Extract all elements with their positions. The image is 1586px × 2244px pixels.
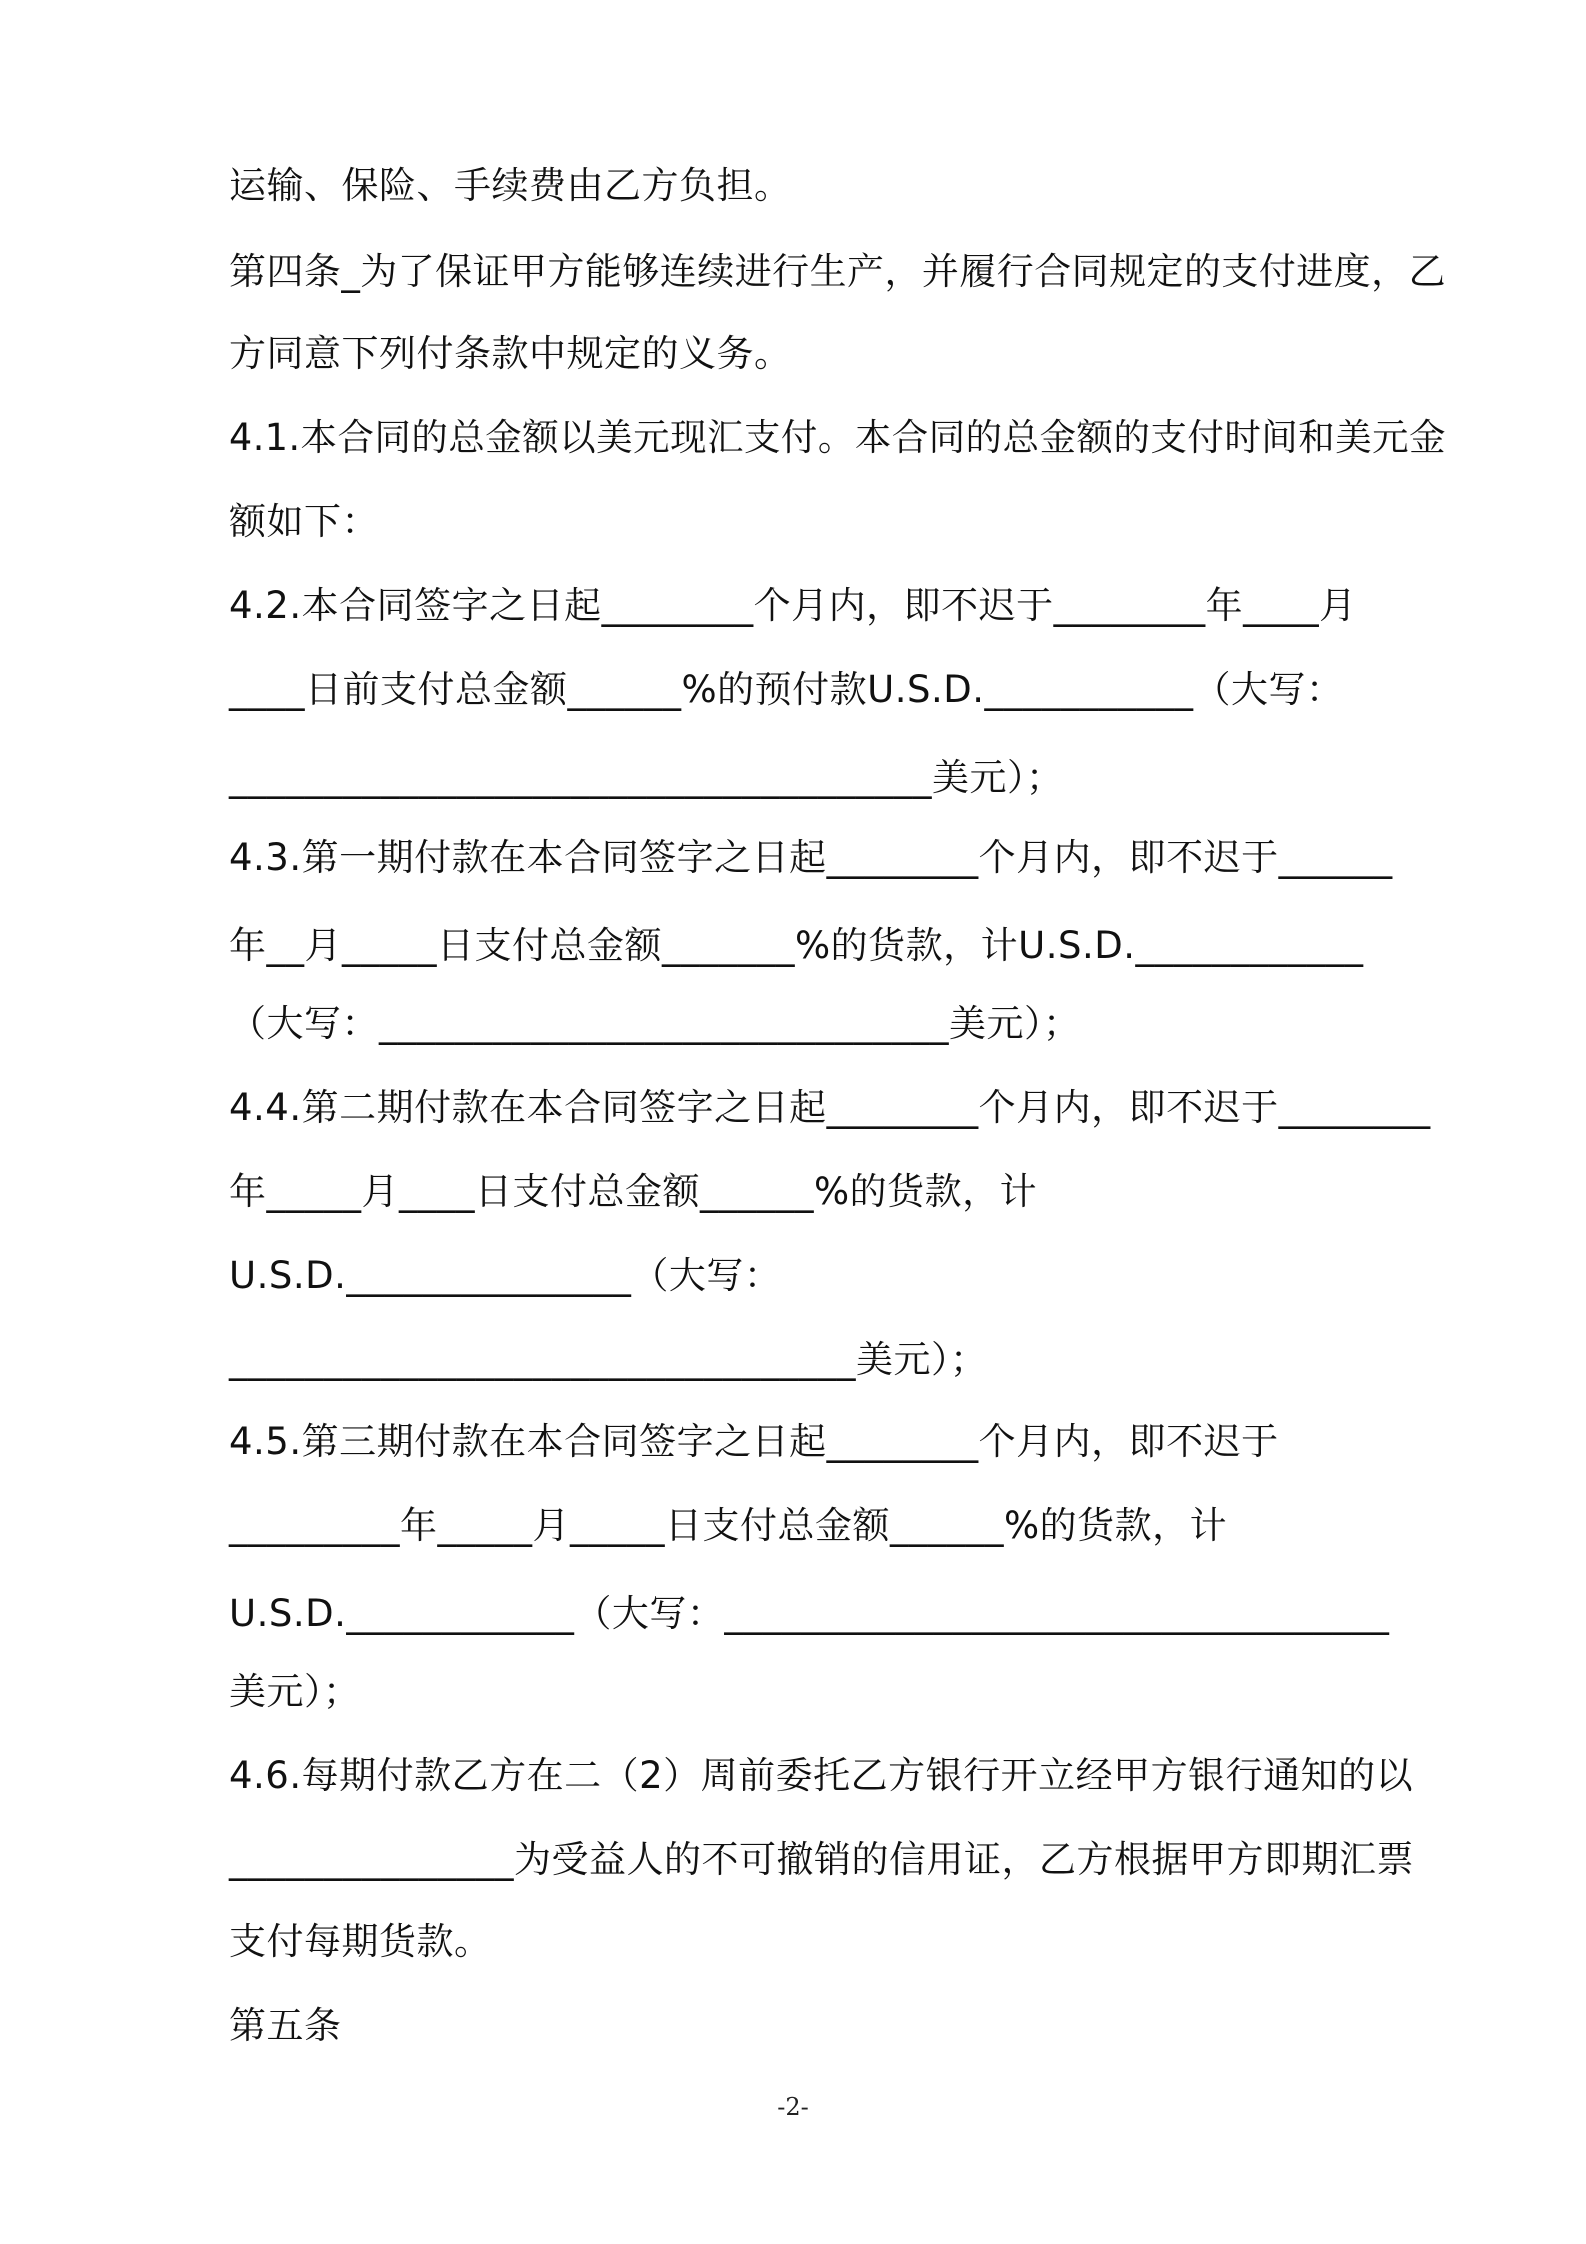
- clause-4-1: 4.1.本合同的总金额以美元现汇支付。本合同的总金额的支付时间和美元金: [229, 416, 1447, 459]
- text-line: 美元）；: [229, 1670, 361, 1713]
- clause-4-2: 4.2.本合同签字之日起________个月内，即不迟于________年____月: [229, 584, 1357, 627]
- text-line: 年__月_____日支付总金额_______%的货款，计U.S.D.____________: [229, 924, 1364, 967]
- clause-4-3: 4.3.第一期付款在本合同签字之日起________个月内，即不迟于______: [229, 836, 1393, 879]
- text-line: （大写：______________________________美元）；: [229, 1002, 1081, 1045]
- text-line: U.S.D._______________（大写：: [229, 1254, 782, 1297]
- text-line: _________年_____月_____日支付总金额______%的货款，计: [229, 1504, 1228, 1547]
- text-line: _________________________________美元）；: [229, 1338, 988, 1381]
- article-4-heading: 第四条_为了保证甲方能够连续进行生产，并履行合同规定的支付进度，乙: [229, 250, 1447, 293]
- clause-4-5: 4.5.第三期付款在本合同签字之日起________个月内，即不迟于: [229, 1420, 1279, 1463]
- text-line: 方同意下列付条款中规定的义务。: [229, 332, 792, 375]
- text-line: 运输、保险、手续费由乙方负担。: [229, 164, 792, 207]
- page-number: -2-: [777, 2093, 809, 2121]
- text-line: 额如下：: [229, 500, 379, 543]
- clause-4-4: 4.4.第二期付款在本合同签字之日起________个月内，即不迟于________: [229, 1086, 1431, 1129]
- text-line: U.S.D.____________（大写：___________________________________: [229, 1592, 1390, 1635]
- article-5-heading: 第五条: [229, 2004, 342, 2047]
- text-line: 支付每期货款。: [229, 1920, 492, 1963]
- text-line: 年_____月____日支付总金额______%的货款，计: [229, 1170, 1038, 1213]
- text-line: _______________为受益人的不可撤销的信用证，乙方根据甲方即期汇票: [229, 1838, 1414, 1881]
- text-line: _____________________________________美元）；: [229, 756, 1064, 799]
- text-line: ____日前支付总金额______%的预付款U.S.D.___________（大写：: [229, 668, 1344, 711]
- clause-4-6: 4.6.每期付款乙方在二（2）周前委托乙方银行开立经甲方银行通知的以: [229, 1754, 1414, 1797]
